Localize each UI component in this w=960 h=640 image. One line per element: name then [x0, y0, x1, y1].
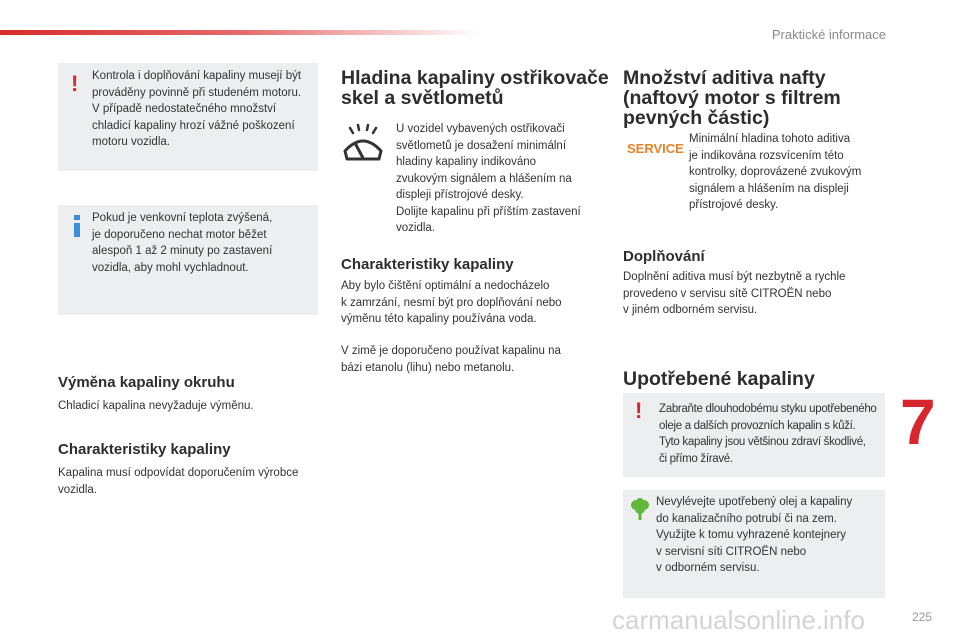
used-fluids-warning-text: Zabraňte dlouhodobému styku upotřebeného oleje a dalších provozních kapalin s kůží. Tyto kapaliny jsou většinou zdraví škodlivé, či přímo žíravé. — [659, 403, 877, 465]
washer-intro-text: U vozidel vybavených ostřikovači světlometů je dosažení minimální hladiny kapaliny indikováno zvukovým signálem a hlášením na displeji přístrojové desky. Dolijte kapalinu při příštím zastavení vozidla. — [396, 123, 581, 234]
coolant-characteristics-heading: Charakteristiky kapaliny — [58, 441, 231, 458]
additive-heading: Množství aditiva nafty (naftový motor s filtrem pevných částic) — [623, 67, 841, 129]
washer-heading: Hladina kapaliny ostřikovače skel a světlometů — [341, 67, 609, 109]
coolant-characteristics-text: Kapalina musí odpovídat doporučením výrobce vozidla. — [58, 467, 299, 496]
info-box — [58, 205, 318, 315]
washer-characteristics-heading: Charakteristiky kapaliny — [341, 256, 514, 273]
exclamation-icon: ! — [71, 71, 79, 96]
watermark: carmanualsonline.info — [612, 605, 865, 635]
additive-intro-text: Minimální hladina tohoto aditiva je indikována rozsvícením této kontrolky, doprovázené zvukovým signálem a hlášením na displeji přístrojové desky. — [689, 133, 862, 211]
warning-box — [58, 63, 318, 171]
eco-text: Nevylévejte upotřebený olej a kapaliny do kanalizačního potrubí či na zem. Využijte k tomu vyhrazené kontejnery v servisní síti CITROËN nebo v odborném servisu. — [656, 496, 853, 574]
service-warning-icon: SERVICE — [627, 141, 684, 156]
info-text: Pokud je venkovní teplota zvýšená, je doporučeno nechat motor běžet alespoň 1 až 2 minuty po zastavení vozidla, aby mohl vychladnout. — [92, 212, 273, 274]
info-icon — [74, 215, 80, 237]
chapter-number: 7 — [900, 386, 936, 458]
refill-text: Doplnění aditiva musí být nezbytně a rychle provedeno v servisu sítě CITROËN nebo v jiném odborném servisu. — [623, 271, 846, 316]
section-label: Praktické informace — [771, 27, 886, 42]
warning-text: Kontrola i doplňování kapaliny musejí být prováděny povinně při studeném motoru. V případě nedostatečného množství chladicí kapaliny hrozí vážné poškození motoru vozidla. — [92, 70, 302, 148]
used-fluids-warning-box — [623, 393, 885, 477]
used-fluids-heading: Upotřebené kapaliny — [623, 368, 815, 390]
washer-characteristics-text-2: V zimě je doporučeno používat kapalinu na bázi etanolu (lihu) nebo metanolu. — [341, 345, 561, 374]
washer-characteristics-text-1: Aby bylo čištění optimální a nedocházelo k zamrzání, nesmí být pro doplňování nebo výměnu této kapaliny používána voda. — [341, 280, 562, 325]
replacement-heading: Výměna kapaliny okruhu — [58, 374, 235, 391]
top-accent-bar — [0, 30, 480, 35]
replacement-text: Chladicí kapalina nevyžaduje výměnu. — [58, 400, 254, 412]
exclamation-icon: ! — [635, 398, 643, 423]
page-number: 225 — [912, 610, 933, 624]
refill-heading: Doplňování — [623, 248, 705, 265]
eco-box — [623, 490, 885, 598]
windscreen-washer-icon — [339, 121, 387, 169]
tree-icon — [630, 498, 650, 525]
